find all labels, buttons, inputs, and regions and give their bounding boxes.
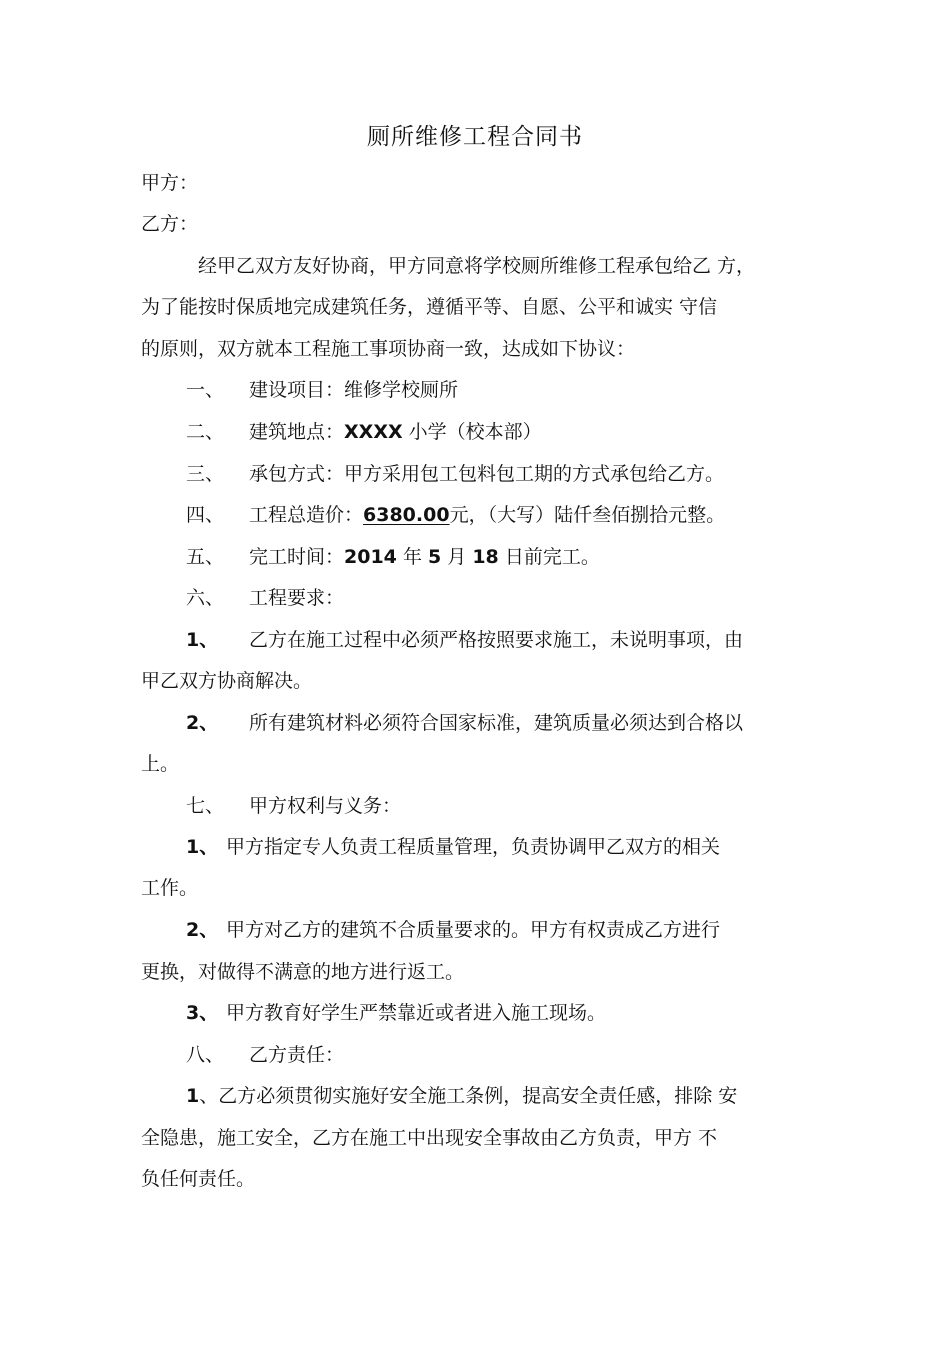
item-2-suffix: 小学（校本部）: [402, 421, 542, 443]
item-7-number: 七、: [186, 795, 225, 817]
item-6-1-number: 1、: [186, 629, 219, 651]
item-8-1-line-2: 全隐患，施工安全，乙方在施工中出现安全事故由乙方负责，甲方 不: [141, 1127, 718, 1149]
item-5-number: 五、: [186, 546, 225, 568]
item-7-2-number: 2、: [186, 919, 219, 941]
intro-line-2: 为了能按时保质地完成建筑任务，遵循平等、自愿、公平和诚实 守信: [141, 296, 718, 318]
document-title: 厕所维修工程合同书: [367, 124, 583, 150]
item-7-text: 甲方权利与义务：: [249, 795, 402, 817]
item-5-month: 5: [428, 546, 442, 568]
party-a-label: 甲方：: [141, 172, 199, 194]
item-5-month-unit: 月: [441, 546, 473, 568]
item-4-prefix: 工程总造价：: [249, 504, 364, 526]
item-8-1-number: 1: [186, 1085, 200, 1107]
item-8-number: 八、: [186, 1044, 225, 1066]
item-6-number: 六、: [186, 587, 225, 609]
item-6-1-line-2: 甲乙双方协商解决。: [141, 670, 313, 692]
item-8-1-line-1: [186, 1082, 737, 1110]
item-3-number: 三、: [186, 463, 225, 485]
item-5-year: 2014: [344, 546, 397, 568]
item-5-suffix: 日前完工。: [498, 546, 600, 568]
item-6-2-line-1: 所有建筑材料必须符合国家标准，建筑质量必须达到合格以: [249, 712, 744, 734]
item-7-2-line-1: 甲方对乙方的建筑不合质量要求的。甲方有权责成乙方进行: [226, 919, 721, 941]
item-4-number: 四、: [186, 504, 225, 526]
item-2-code: XXXX: [344, 421, 403, 443]
item-8-1-line-3: 负任何责任。: [141, 1168, 256, 1190]
item-5-day: 18: [472, 546, 499, 568]
item-2-prefix: 建筑地点：: [249, 421, 345, 443]
item-4-suffix: 元，（大写）陆仟叁佰捌拾元整。: [449, 504, 726, 526]
item-6-2-line-2: 上。: [141, 753, 180, 775]
item-3-text: 承包方式：甲方采用包工包料包工期的方式承包给乙方。: [249, 463, 725, 485]
item-5-year-unit: 年: [396, 546, 428, 568]
item-5-prefix: 完工时间：: [249, 546, 345, 568]
intro-line-3: 的原则，双方就本工程施工事项协商一致，达成如下协议：: [141, 338, 636, 360]
item-1-text: 建设项目：维修学校厕所: [249, 379, 459, 401]
item-2-text: [249, 418, 542, 446]
item-6-1-line-1: 乙方在施工过程中必须严格按照要求施工，未说明事项，由: [249, 629, 744, 651]
item-7-1-line-1: 甲方指定专人负责工程质量管理，负责协调甲乙双方的相关: [226, 836, 721, 858]
item-4-text: [249, 501, 725, 529]
item-8-text: 乙方责任：: [249, 1044, 345, 1066]
item-8-1-text: 、乙方必须贯彻实施好安全施工条例，提高安全责任感，排除 安: [199, 1085, 738, 1107]
item-7-3-line-1: 甲方教育好学生严禁靠近或者进入施工现场。: [226, 1002, 607, 1024]
item-7-3-number: 3、: [186, 1002, 219, 1024]
item-7-2-line-2: 更换，对做得不满意的地方进行返工。: [141, 961, 465, 983]
item-6-2-number: 2、: [186, 712, 219, 734]
intro-line-1: 经甲乙双方友好协商，甲方同意将学校厕所维修工程承包给乙 方，: [198, 255, 756, 277]
item-2-number: 二、: [186, 421, 225, 443]
item-5-text: [249, 543, 600, 571]
item-4-amount: 6380.00: [363, 504, 450, 526]
item-1-number: 一、: [186, 379, 225, 401]
item-7-1-number: 1、: [186, 836, 219, 858]
item-7-1-line-2: 工作。: [141, 877, 199, 899]
item-6-text: 工程要求：: [249, 587, 345, 609]
party-b-label: 乙方：: [141, 213, 199, 235]
